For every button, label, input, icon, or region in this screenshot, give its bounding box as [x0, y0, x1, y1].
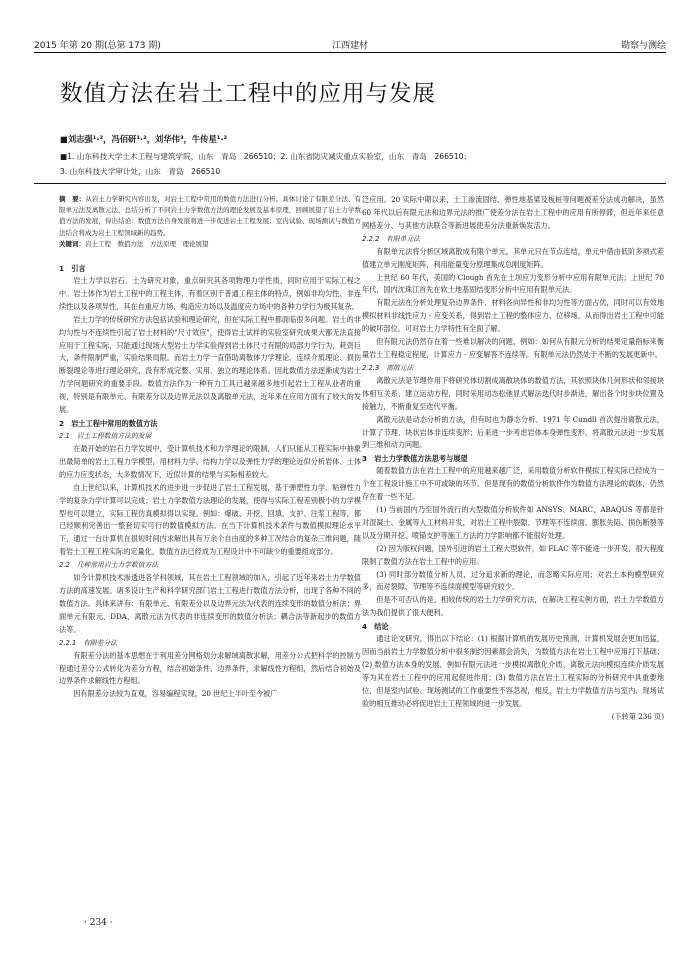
left-column: [59, 194, 361, 701]
page-number: · 234 ·: [84, 918, 113, 928]
issue-info: 2015 年第 20 期(总第 173 期): [34, 41, 161, 51]
body-paragraph: (2) 因为版权问题，国外引进的岩土工程大型软件，如 FLAC 等不能进一步开发，很大程度限制了数值方法在岩土工程中的应用。: [362, 543, 664, 566]
abstract-label: 摘 要：: [59, 195, 86, 203]
abstract-text: 从岩土力学研究内容出发，对岩土工程中常用的数值方法进行分析。具体讨论了有限差分法、有限单元法及离散元法，总结分析了不同岩土力学数值方法的理论发展及基本原理，回顾展望了岩土力学数值方法的发展，得出结论：数值方法自身发展将进一步促进岩土工程发展；室内试验、现场测试与数值方法结合将成为岩土工程领域新的趋势。: [59, 195, 362, 237]
section-heading: 1 引言: [59, 264, 86, 274]
body-paragraph: 在最开始的岩石力学发展中，受计算机技术和力学理论的限制，人们只能从工程实际中抽象出最简单的岩土工程力学模型，用材料力学、结构力学以及弹性力学的理论近似分析岩体、土体的应力应变状态，大多数情况下，近似计算的结果与实际相差较大。: [59, 443, 361, 479]
affiliation-rule: [34, 183, 666, 184]
subsection-heading: 2.2 几种常用岩土力学数值方法: [59, 561, 159, 570]
body-paragraph: 岩土力学以岩石、土为研究对象，重点研究其各项物理力学性质，同时应用于实际工程之中。岩土体作为岩土工程中的工程主体，有着区别于普通工程主体的特点，例如非均匀性、非连续性以及各项异性，其在自重应力场、构造应力场以及温度应力场中的各种力学行为极其复杂。: [59, 276, 361, 311]
body-paragraph: 但是不可否认的是，相较传统的岩土力学研究方法，在解决工程实例方面，岩土力学数值方法为我们提供了很大便利。: [362, 595, 664, 618]
article-title: 数值方法在岩土工程中的应用与发展: [60, 81, 437, 107]
continued-note: (下转第 236 页): [611, 711, 664, 721]
section-heading: 3 岩土力学数值方法思考与展望: [362, 454, 468, 464]
subsection-heading: 2.2.3 离散元法: [362, 363, 414, 372]
body-paragraph: 如今计算机技术渗透进各学科领域，其在岩土工程领域的加入，引起了近年来岩土力学数值方法的高速发展。诸多设计生产和科学研究部门岩土工程进行数值方法分析，出现了各种不同的数值方法。具体来讲有：有限单元、有限差分以及边界元法为代表的连续变形的数值分析法；界面单元有限元、DDA、离散元法为代表的非连续变形的数值分析法；耦合法等新起步的数值方法等。: [59, 573, 361, 634]
abstract: [59, 194, 361, 239]
body-paragraph: 离散元法是动态分析的方法，但有时也为静态分析。1971 年 Cundll 首次提出离散元法，计算了节理、块状岩体非连续变形；后来进一步考虑岩体本身弹性变形，将离散元法进一步发展到三维和动力问题。: [362, 414, 664, 450]
column-name: 勘察与测绘: [620, 41, 666, 51]
body-paragraph: 自上世纪以来，计算机技术的进步进一步促进了岩土工程发展，基于弹塑性力学、粘弹性力学的复杂力学计算可以完成；岩土力学数值方法理论的发展，使得与实际工程差别极小的力学模型也可以建立，实际工程仿真模拟得以实现。例如：爆破、开挖、回填、支护、注浆工程等，都已经顺利完善出一整套切实可行的数值模拟方法。在当下计算机技术条件与数值模拟理论水平下，通过一台计算机在很短时间内求解出具有万余个自由度的多种工况结合的复杂三维问题，随着岩土工程工程实际的定量化，数值方法已经成为工程设计中不可缺少的重要组成部分。: [59, 482, 361, 557]
section-heading: 2 岩土工程中常用的数值方法: [59, 418, 158, 428]
body-paragraph: 随着数值方法在岩土工程中的应用越来越广泛，采用数值分析软件模拟工程实际已经成为一个在工程设计施工中不可或缺的环节。但是现有的数值分析软件作为数值方法理论的载体，仍然存在着一些不足。: [362, 466, 664, 502]
body-paragraph: 通过论文研究，得出以下结论：(1) 根据计算机的发展历史预测，计算机发展会更加迅猛，因而当前岩土力学数值分析中很多制约因素都会消失，为数值方法在岩土工程中应用打下基础；(2) 数值方法本身的发展，例如有限元法进一步模拟离散化介质、离散元法向模拟连续介质发展等为其在岩土工程中的应用起促进作用；(3) 数值方法在岩土工程实际的分析研究中具重要地位，但是室内试验、现场测试的工作重要性不容忽视，相反，岩土力学数值方法与室内、现场试验的相互推动必将促进岩土工程领域的进一步发展。: [362, 634, 664, 708]
body-paragraph: 泛应用。20 实际中期以来，土工渗流固结、弹性地基梁及板桩等问题被差分法成功解决，虽然 60 年代以后有限元法和边界元法的推广使差分法在岩土工程中的应用有所停滞，但近年来任意网格差分、与其他方法联合等新进展使差分法重新焕发活力。: [362, 195, 664, 230]
body-paragraph: 离散元法是节理作用下将研究体切割成离散块体的数值方法，其依照块体几何形状和邻接块体相互关系，建立运动方程，同时采用动态松弛显式解法迭代时步渐进，解出各个时步块位置及接触力，不断重复至迭代平衡。: [362, 375, 664, 411]
body-paragraph: 上世纪 60 年代，美国的 Clough 首先在土坝应力变形分析中应用有限单元法；上世纪 70 年代，国内沈珠江首先在软土地基固结变形分析中应用有限单元法。: [362, 272, 664, 295]
running-header: [34, 38, 666, 52]
subsection-heading: 2.1 岩土工程数值方法的发展: [59, 431, 152, 440]
body-paragraph: (1) 当前国内乃至国外流行的大型数值分析软件如 ANSYS、MARC、ABAQUS 等都是针对混凝土、金属等人工材料开发，对岩土工程中裂隙、节理等不连续面、膨胀失陷、损伤断裂等以及分期开挖、喷锚支护等施工方法的力学影响都不能很好处理。: [362, 505, 664, 540]
authors: ■刘志强¹·²，冯佰研¹·²，刘华伟³，牛传星¹·²: [60, 134, 228, 144]
body-paragraph: 有限差分法的基本思想在于利用差分网格划分求解域离散求解，用差分公式把科学的控制方程通过差分公式转化为差分方程，结合初始条件、边界条件，求解线性方程组，然后结合初始及边界条件求解线性方程组。: [59, 650, 361, 686]
body-paragraph: (3) 同时部分数值分析人员，过分追求新的理论，而忽略实际应用；对岩土本构模型研究多，而对裂隙、节理等不连续面模型等研究较少。: [362, 569, 664, 592]
keywords-label: 关键词：: [59, 239, 85, 248]
right-column: [362, 194, 664, 724]
journal-name: 江西建材: [331, 41, 368, 51]
affiliation-line-1: ■1. 山东科技大学土木工程与建筑学院，山东 青岛 266510；2. 山东省防灾减灾重点实验室，山东 青岛 266510；: [60, 152, 471, 161]
affiliation-line-2: 3. 山东科技大学审计处，山东 青岛 266510: [60, 167, 221, 176]
section-heading: 4 结论: [362, 622, 389, 632]
subsection-heading: 2.2.1 有限差分法: [59, 638, 118, 647]
body-paragraph: 但有限元法仍然存在着一些难以解决的问题，例如：如何从有限元分析的结果定量指标来衡量岩土工程稳定程度，计算应力 - 应变解答不连续等。有限单元法仍然处于不断的发展更新中。: [362, 337, 664, 359]
keywords: [59, 239, 361, 250]
subsection-heading: 2.2.2 有限单元法: [362, 234, 421, 243]
keywords-text: 岩土工程 数值方法 方法原理 理论展望: [85, 239, 209, 248]
header-rule: [34, 52, 666, 53]
body-paragraph: 有限元法在分析处理复杂边界条件、材料各向异性和非均匀性等方面占优，同时可以有效地模拟材料非线性应力 - 应变关系，得到岩土工程的整体应力、位移场，从而得出岩土工程中可能的破坏部位，可对岩土力学特性有全面了解。: [362, 298, 664, 334]
body-paragraph: 因有限差分法较为直观，容易编程实现，20 世纪上半叶至今被广: [73, 689, 278, 699]
body-paragraph: 岩土力学的传统研究方法包括试验和理论研究，但在实际工程中都面临很多问题。岩土的非均匀性与不连续性引起了岩土材料的"尺寸效应"，使得岩土试样的实验室研究成果大都无法直接应用于工程实际，只能通过现场大型岩土力学实验得到岩土体尺寸有限的局部力学行为，耗资巨大，条件限制严重，实验结果局限。而岩土力学一直借助离散体力学理论、连续介质理论、损伤断裂理论等进行理论研究，没有形成完整、实用、独立的理论体系。因此数值方法逐渐成为岩土力学问题研究的重要手段。数值方法作为一种有力工具已越来越多地引起岩土工程从业者的重视，特别是有限单元、有限差分以及边界元法以及离散单元法，近年来在应用方面有了较大的发展。: [59, 314, 361, 415]
body-paragraph: 有限单元法将分析区域离散成有限个单元，其单元只在节点连结，单元中借由低阶多项式差值建立单元刚度矩阵，利用能量变分原理集成总刚度矩阵。: [362, 246, 664, 269]
